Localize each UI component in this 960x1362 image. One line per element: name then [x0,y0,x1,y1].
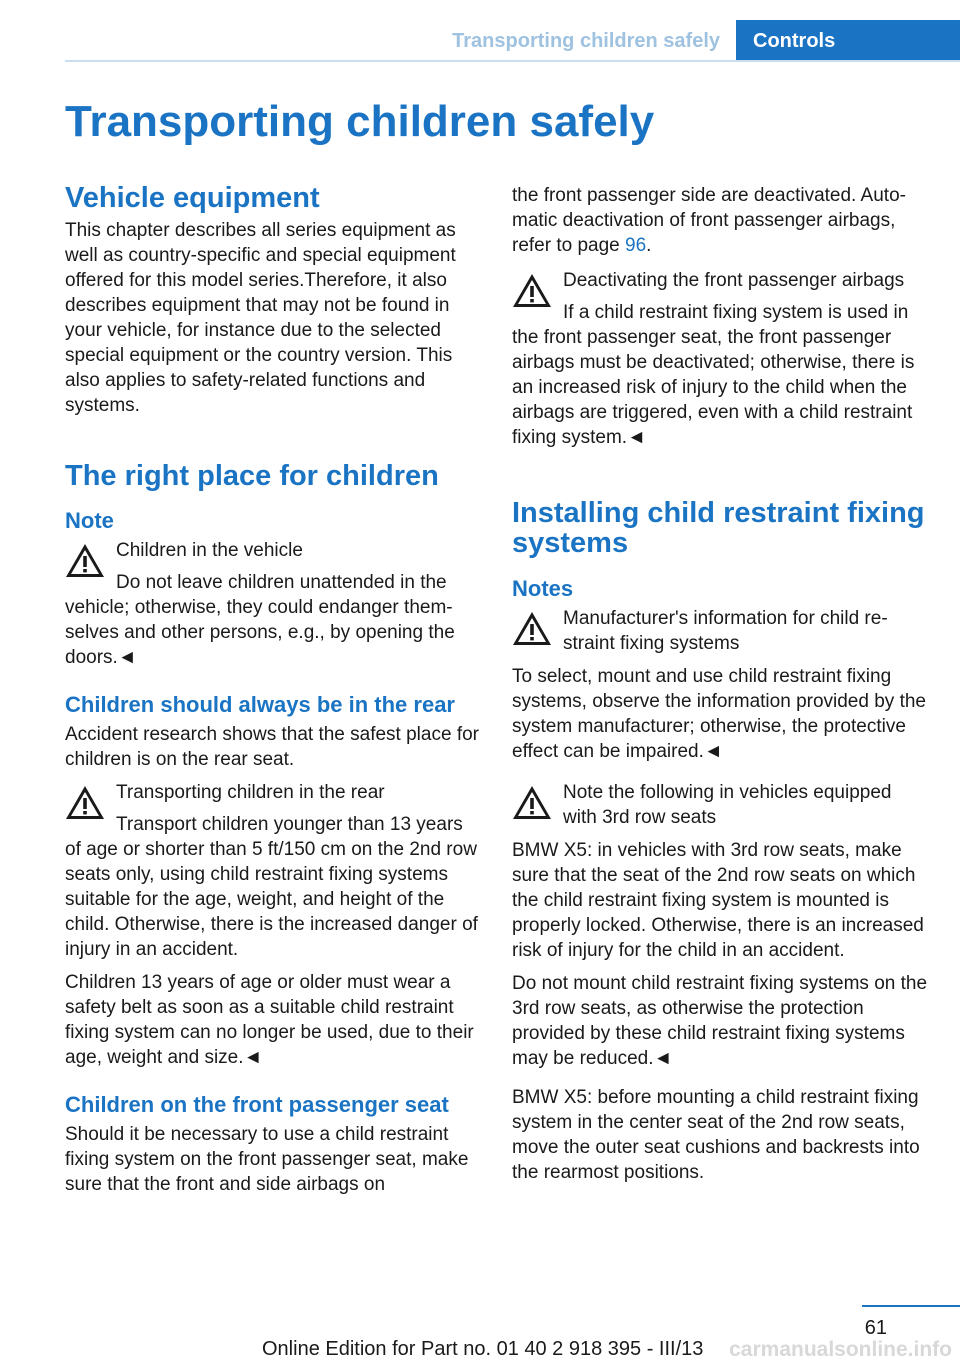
warning-title: Note the following in vehicles equipped with 3rd row seats [563,782,892,828]
paragraph-accident-research: Accident research shows that the safest place for children is on the rear seat. [65,724,479,770]
left-column [65,182,483,1205]
warning-deactivating-airbags [512,268,930,450]
paragraph-select-mount: To select, mount and use child restraint fixing systems, observe the information provided by the system manufacturer; otherwise, the protective effect can be impaired.◄ [512,666,926,762]
warning-triangle-icon [65,785,105,821]
heading-vehicle-equipment: Vehicle equipment [65,182,320,214]
heading-right-place: The right place for children [65,460,439,492]
paragraph-3rd-row: Do not mount child restraint fixing systems on the 3rd row seats, as otherwise the protection provided by these child restraint fixing systems may be reduced.◄ [512,973,928,1069]
page-number: 61 [864,1317,887,1339]
header-divider [65,60,960,62]
warning-title: Children in the vehicle [116,540,303,561]
heading-children-rear: Children should always be in the rear [65,692,455,717]
warning-title: Transporting children in the rear [116,782,385,803]
heading-note: Note [65,508,114,533]
warning-body: Transport children younger than 13 years of age or shorter than 5 ft/150 cm on the 2nd row seats only, using child restraint fixing systems suitable for the age, weight, and height of the child. Otherwise, there is the increased danger of injury in an accident. [65,814,478,960]
paragraph-x5-locked: BMW X5: in vehicles with 3rd row seats, make sure that the seat of the 2nd row seats on which the child restraint fixing system is mounted is properly locked. Otherwise, there is an increased risk of injury for the child in an accident. [512,840,924,961]
warning-children-in-vehicle [65,538,483,670]
page-title: Transporting children safely [65,97,655,146]
right-column [512,183,930,1193]
warning-3rd-row-seats [512,780,930,830]
warning-triangle-icon [512,273,552,309]
warning-transporting-rear [65,780,483,962]
watermark: carmanualsonline.info [729,1338,952,1361]
footer-divider [862,1305,960,1307]
warning-body: Do not leave children unattended in the vehicle; otherwise, they could endanger themselves and other persons, e.g., by opening the doors.◄ [65,572,455,668]
warning-triangle-icon [65,543,105,579]
page-reference-link[interactable]: 96 [625,235,647,256]
paragraph-vehicle-equipment: This chapter describes all series equipment as well as country-specific and special equipment offered for this model series.Therefore, it also describes equipment that may not be found in your vehicle, for instance due to the selected special equipment or the country version. This also applies to safety-related functions and systems. [65,220,456,416]
header-section-title: Transporting children safely [452,30,720,52]
warning-triangle-icon [512,611,552,647]
paragraph-13-years: Children 13 years of age or older must wear a safety belt as soon as a suitable child restraint fixing system can no longer be used, due to their age, weight and size.◄ [65,972,474,1068]
heading-notes: Notes [512,576,574,601]
warning-manufacturer-info [512,606,930,656]
heading-front-passenger: Children on the front passenger seat [65,1092,449,1117]
paragraph-front-continued: the front passenger side are deactivated. Automatic deactivation of front passenger airbags, refer to page 96. [512,185,906,256]
paragraph-x5-center-seat: BMW X5: before mounting a child restraint fixing system in the center seat of the 2nd row seats, move the outer seat cushions and backrests into the rearmost positions. [512,1087,920,1183]
heading-installing: Installing child restraint fixing systems [512,497,925,559]
header-tab-controls[interactable]: Controls [736,20,960,62]
warning-triangle-icon [512,785,552,821]
paragraph-front-passenger: Should it be necessary to use a child restraint fixing system on the front passenger seat, make sure that the front and side airbags on [65,1124,469,1195]
warning-title: Manufacturer's information for child restraint fixing systems [563,608,888,654]
warning-body: If a child restraint fixing system is used in the front passenger seat, the front passenger airbags must be deactivated; otherwise, there is an increased risk of injury to the child when the airbags are triggered, even with a child restraint fixing system.◄ [512,302,915,448]
footer-edition: Online Edition for Part no. 01 40 2 918 395 - III/13 [262,1338,704,1360]
warning-title: Deactivating the front passenger airbags [563,270,905,291]
